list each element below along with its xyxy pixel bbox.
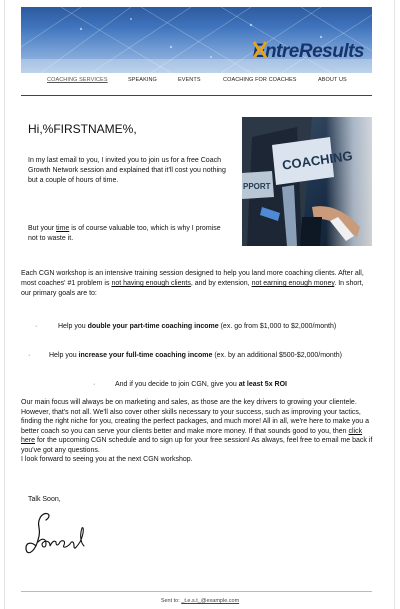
not-earning-money-link[interactable]: not earning enough money xyxy=(251,280,335,287)
bullet-text: Help you xyxy=(58,323,88,330)
nav-item-coaching-for-coaches[interactable]: COACHING FOR COACHES xyxy=(223,77,297,83)
body1-text-2: , and by extension, xyxy=(190,280,252,287)
bullet-dot: · xyxy=(93,381,96,388)
bullet-bold-text: increase your full-time coaching income xyxy=(78,352,213,359)
nav-item-speaking[interactable]: SPEAKING xyxy=(128,77,157,83)
footer xyxy=(0,598,400,604)
bullet-text: Help you xyxy=(49,352,79,359)
bullet-text: And if you decide to join CGN, give you xyxy=(115,381,239,388)
not-enough-clients-link[interactable]: not having enough clients xyxy=(111,280,191,287)
photo-sign-label-2: PPORT xyxy=(243,182,271,191)
coaching-photo-graphic xyxy=(242,117,372,246)
bullet-dot: · xyxy=(35,323,38,330)
recipient-email[interactable]: _t.e.s.t_@example.com xyxy=(181,598,240,604)
bullet-text: (ex. go from $1,000 to $2,000/month) xyxy=(218,323,337,330)
intro-text: But your xyxy=(28,225,57,232)
logo-text-2: Results xyxy=(298,41,364,62)
footer-label: Sent to: xyxy=(160,598,182,604)
header-banner xyxy=(21,7,372,73)
nav-item-coaching-services[interactable]: COACHING SERVICES xyxy=(47,77,108,83)
body2-text-1: Our main focus will always be on marketing and sales, as those are the key drivers to growing your clientele. However, that's not all. We'll also cover other skills necessary to your success, such as improving your tactics, finding the right niche for you, creating the perfect packages, and much more! All in all, we're here to make you a better coach so you can serve your clients better and make more money. If that sounds good to you, then xyxy=(21,399,370,435)
logo-x-icon xyxy=(253,41,267,59)
footer-divider xyxy=(21,591,372,592)
bullet-text: (ex. by an additional $500-$2,000/month) xyxy=(212,352,342,359)
intro-paragraph-2 xyxy=(28,224,228,244)
body-paragraph-2 xyxy=(21,398,376,465)
bullet-bold-text: double your part-time coaching income xyxy=(87,323,219,330)
brand-logo[interactable] xyxy=(253,41,364,63)
nav-item-events[interactable]: EVENTS xyxy=(178,77,201,83)
signature-graphic xyxy=(24,512,94,562)
intro-paragraph-1: In my last email to you, I invited you to join us for a free Coach Growth Network session and explained that it'll cost you nothing but a couple of hours of time. xyxy=(28,157,226,184)
bullet-dot: · xyxy=(28,352,31,359)
body1-text-1: Each CGN workshop is an intensive training session designed to help you land more coaching clients. After all, most coaches' #1 problem is xyxy=(21,270,364,287)
logo-text-1: Entre xyxy=(252,41,299,62)
intro-text-end: is of course valuable too, which is why I promise not to waste it. xyxy=(28,225,221,242)
nav-item-about-us[interactable]: ABOUT US xyxy=(318,77,347,83)
signoff: Talk Soon, xyxy=(28,496,61,503)
banner-graphic xyxy=(21,7,372,73)
time-link[interactable]: time xyxy=(56,225,70,232)
coaching-photo xyxy=(242,117,372,246)
click-here-link[interactable]: click here xyxy=(21,427,363,444)
bullet-bold-text: at least 5x ROI xyxy=(238,381,287,388)
top-nav xyxy=(21,73,372,96)
photo-sign-label: COACHING xyxy=(281,148,354,173)
handwritten-signature xyxy=(24,512,94,567)
body2-text-3: I look forward to seeing you at the next CGN workshop. xyxy=(21,456,193,463)
greeting: Hi,%FIRSTNAME%, xyxy=(28,122,137,136)
body1-text-3: . In short, our primary goals are to: xyxy=(21,280,364,297)
body-paragraph-1 xyxy=(21,269,373,299)
body2-text-2: for the upcoming CGN schedule and to sign up for your free session! As always, feel free to email me back if you've got any questions. xyxy=(21,437,373,454)
